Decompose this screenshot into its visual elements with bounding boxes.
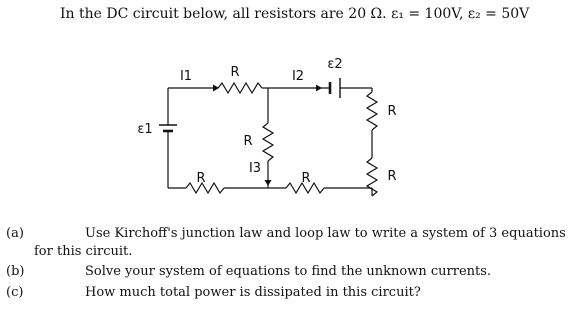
part-a-letter: (a) — [6, 226, 24, 241]
label-r-bottom-left: R — [196, 171, 206, 186]
label-i1: I1 — [179, 69, 193, 84]
label-i2: I2 — [291, 69, 305, 84]
part-a-continuation: for this circuit. — [34, 244, 133, 259]
resistor-middle — [263, 123, 273, 161]
label-r-right-bottom: R — [387, 169, 397, 184]
part-b-letter: (b) — [6, 264, 25, 279]
arrow-i1-icon — [213, 85, 219, 92]
label-r-middle: R — [243, 134, 253, 149]
label-i3: I3 — [248, 161, 262, 176]
label-r-bottom-right: R — [301, 171, 311, 186]
part-a-text: Use Kirchoff's junction law and loop law to write a system of 3 equations — [85, 226, 566, 241]
part-c-letter: (c) — [6, 285, 24, 300]
label-emf1: ε1 — [137, 122, 153, 137]
battery-emf1-symbol — [159, 125, 177, 131]
part-b-text: Solve your system of equations to find the unknown currents. — [85, 264, 492, 279]
resistor-top — [218, 83, 262, 93]
problem-statement: In the DC circuit below, all resistors are 20 Ω. ε₁ = 100V, ε₂ = 50V — [60, 6, 530, 22]
battery-emf2-symbol — [330, 78, 340, 98]
arrow-i2-icon — [316, 85, 322, 92]
label-r-right-top: R — [387, 104, 397, 119]
resistor-right-top — [367, 92, 377, 130]
part-c-text: How much total power is dissipated in this circuit? — [85, 285, 421, 300]
arrow-i3-icon — [265, 180, 272, 186]
label-emf2: ε2 — [327, 57, 343, 72]
label-r-top: R — [230, 65, 240, 80]
